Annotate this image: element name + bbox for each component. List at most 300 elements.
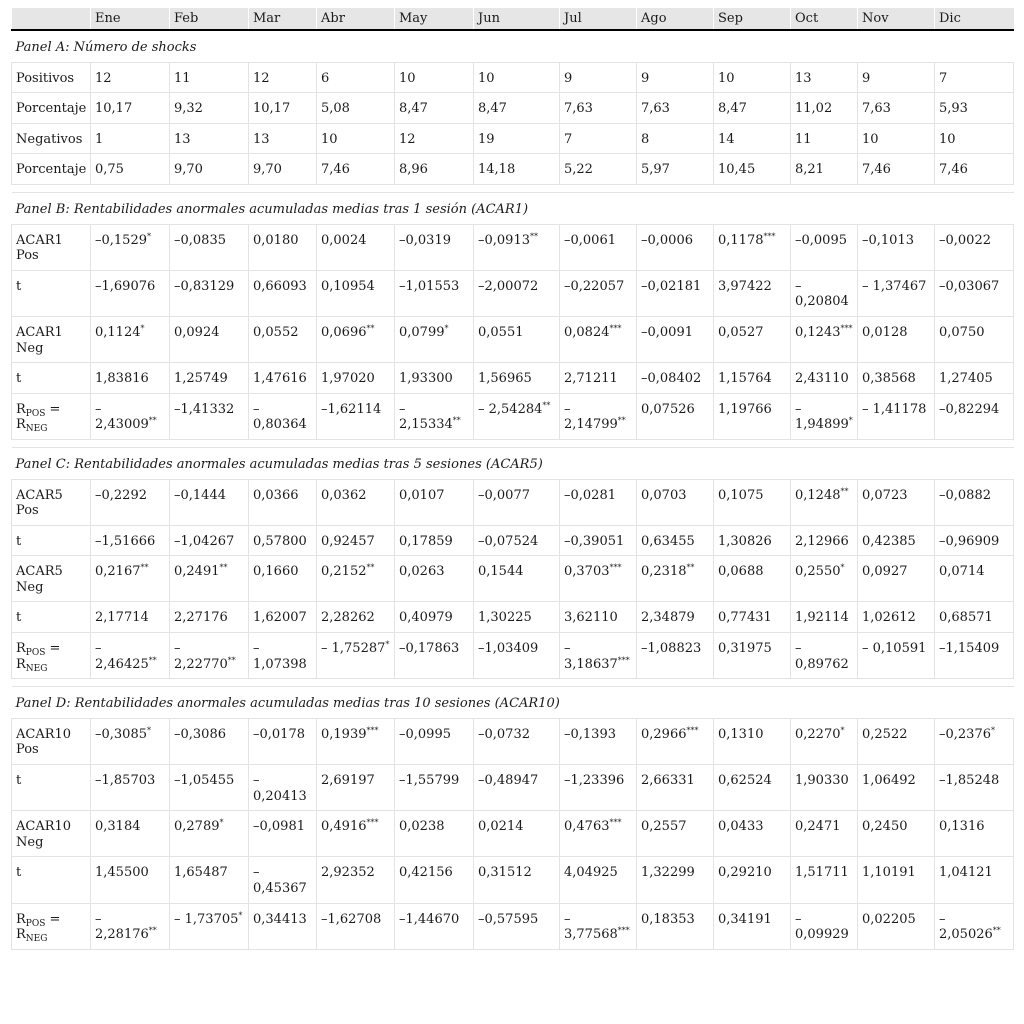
row-label: t — [12, 602, 91, 633]
data-cell: 2,92352 — [317, 857, 395, 903]
data-cell: 2,34879 — [637, 602, 714, 633]
month-header: Oct — [791, 8, 858, 30]
data-cell: 0,02205 — [858, 903, 935, 949]
data-cell: 11 — [170, 62, 249, 93]
data-cell: 1,97020 — [317, 363, 395, 394]
data-cell: 2,27176 — [170, 602, 249, 633]
data-cell: –1,08823 — [637, 633, 714, 679]
data-cell: – 2,22770** — [170, 633, 249, 679]
row-label: ACAR1 Pos — [12, 224, 91, 270]
data-cell: 0,3184 — [91, 811, 170, 857]
data-cell: 0,57800 — [249, 525, 317, 556]
significance-stars: ** — [840, 486, 849, 496]
data-cell: 0,29210 — [714, 857, 791, 903]
data-cell: –1,55799 — [395, 765, 474, 811]
data-cell: – 2,28176** — [91, 903, 170, 949]
significance-stars: * — [840, 563, 845, 573]
data-cell: –0,0095 — [791, 224, 858, 270]
data-cell: 8 — [637, 123, 714, 154]
data-cell: 1,04121 — [935, 857, 1014, 903]
results-table — [11, 8, 1014, 950]
significance-stars: * — [238, 910, 243, 920]
data-cell: 0,2491** — [170, 556, 249, 602]
data-cell: –0,0981 — [249, 811, 317, 857]
data-cell: –1,41332 — [170, 393, 249, 439]
data-cell: 1,83816 — [91, 363, 170, 394]
significance-stars: ** — [992, 926, 1001, 936]
row-label: $R_{POS} = R_{NEG}$ — [12, 393, 91, 439]
row-label: ACAR10 Pos — [12, 718, 91, 764]
data-cell: 9,70 — [249, 154, 317, 185]
data-cell: –0,0022 — [935, 224, 1014, 270]
month-header: Dic — [935, 8, 1014, 30]
panel-title: Panel C: Rentabilidades anormales acumuladas medias tras 5 sesiones (ACAR5) — [12, 447, 1014, 479]
month-header: Sep — [714, 8, 791, 30]
significance-stars: ** — [542, 400, 551, 410]
data-cell: 0,2789* — [170, 811, 249, 857]
data-cell: 0,1544 — [474, 556, 560, 602]
data-cell: 0,1316 — [935, 811, 1014, 857]
data-cell: – 2,15334** — [395, 393, 474, 439]
data-cell: 0,0750 — [935, 316, 1014, 362]
data-cell: 0,0263 — [395, 556, 474, 602]
data-cell: 0,1075 — [714, 479, 791, 525]
results-table-container — [11, 8, 1014, 950]
label-subscript: POS — [25, 918, 46, 929]
row-label: Negativos — [12, 123, 91, 154]
data-cell: –0,0077 — [474, 479, 560, 525]
data-cell: 10,45 — [714, 154, 791, 185]
significance-stars: *** — [609, 818, 622, 828]
data-cell: 14 — [714, 123, 791, 154]
table-row — [12, 123, 1014, 154]
data-cell: 9 — [637, 62, 714, 93]
label-subscript: NEG — [25, 663, 48, 674]
data-cell: 0,4916*** — [317, 811, 395, 857]
significance-stars: *** — [763, 231, 776, 241]
data-cell: 1,56965 — [474, 363, 560, 394]
data-cell: 7,63 — [858, 93, 935, 124]
table-row — [12, 602, 1014, 633]
data-cell: –1,01553 — [395, 270, 474, 316]
data-cell: 0,0107 — [395, 479, 474, 525]
table-row — [12, 903, 1014, 949]
data-cell: 1,19766 — [714, 393, 791, 439]
significance-stars: ** — [148, 655, 157, 665]
data-cell: 5,93 — [935, 93, 1014, 124]
header-row — [12, 8, 1014, 30]
data-cell: –1,69076 — [91, 270, 170, 316]
data-cell: –0,1529* — [91, 224, 170, 270]
month-header: Abr — [317, 8, 395, 30]
data-cell: – 3,18637*** — [560, 633, 637, 679]
significance-stars: * — [147, 725, 151, 735]
data-cell: –1,03409 — [474, 633, 560, 679]
data-cell: –0,0061 — [560, 224, 637, 270]
data-cell: 2,71211 — [560, 363, 637, 394]
table-row — [12, 93, 1014, 124]
panel-title-row — [12, 30, 1014, 62]
significance-stars: ** — [140, 563, 149, 573]
data-cell: – 1,73705* — [170, 903, 249, 949]
data-cell: – 1,41178 — [858, 393, 935, 439]
data-cell: 0,0714 — [935, 556, 1014, 602]
row-label: Porcentaje — [12, 93, 91, 124]
data-cell: 7,46 — [317, 154, 395, 185]
data-cell: 0,68571 — [935, 602, 1014, 633]
data-cell: 7,46 — [935, 154, 1014, 185]
data-cell: –1,23396 — [560, 765, 637, 811]
data-cell: 7 — [560, 123, 637, 154]
data-cell: 0,0723 — [858, 479, 935, 525]
data-cell: 9 — [560, 62, 637, 93]
data-cell: 0,0927 — [858, 556, 935, 602]
data-cell: 0,31975 — [714, 633, 791, 679]
data-cell: 12 — [249, 62, 317, 93]
data-cell: 0,0703 — [637, 479, 714, 525]
data-cell: 8,47 — [714, 93, 791, 124]
data-cell: 0,31512 — [474, 857, 560, 903]
data-cell: – 0,20413 — [249, 765, 317, 811]
data-cell: 0,2450 — [858, 811, 935, 857]
significance-stars: ** — [148, 926, 157, 936]
data-cell: 0,10954 — [317, 270, 395, 316]
data-cell: –2,00072 — [474, 270, 560, 316]
significance-stars: ** — [530, 231, 538, 241]
data-cell: 0,0688 — [714, 556, 791, 602]
data-cell: 0,63455 — [637, 525, 714, 556]
data-cell: – 2,05026** — [935, 903, 1014, 949]
data-cell: –1,44670 — [395, 903, 474, 949]
data-cell: 3,97422 — [714, 270, 791, 316]
data-cell: –1,15409 — [935, 633, 1014, 679]
data-cell: 0,1248** — [791, 479, 858, 525]
data-cell: 0,0552 — [249, 316, 317, 362]
spacer-cell — [12, 439, 1014, 447]
data-cell: 0,18353 — [637, 903, 714, 949]
data-cell: – 1,07398 — [249, 633, 317, 679]
data-cell: 8,47 — [395, 93, 474, 124]
data-cell: 0,42156 — [395, 857, 474, 903]
data-cell: 10 — [858, 123, 935, 154]
data-cell: 5,08 — [317, 93, 395, 124]
data-cell: 0,0696** — [317, 316, 395, 362]
data-cell: 4,04925 — [560, 857, 637, 903]
row-label: ACAR5 Pos — [12, 479, 91, 525]
data-cell: 1,30826 — [714, 525, 791, 556]
table-row — [12, 62, 1014, 93]
row-label: t — [12, 857, 91, 903]
significance-stars: *** — [609, 323, 622, 333]
data-cell: 1,90330 — [791, 765, 858, 811]
data-cell: 0,3703*** — [560, 556, 637, 602]
data-cell: 0,0824*** — [560, 316, 637, 362]
significance-stars: *** — [617, 926, 630, 936]
table-row — [12, 270, 1014, 316]
data-cell: –0,0835 — [170, 224, 249, 270]
month-header: Nov — [858, 8, 935, 30]
panel-spacer — [12, 679, 1014, 687]
row-label: t — [12, 525, 91, 556]
significance-stars: *** — [366, 818, 379, 828]
data-cell: 0,66093 — [249, 270, 317, 316]
data-cell: 9,70 — [170, 154, 249, 185]
data-cell: 11 — [791, 123, 858, 154]
data-cell: – 1,75287* — [317, 633, 395, 679]
row-label: ACAR5 Neg — [12, 556, 91, 602]
data-cell: 1 — [91, 123, 170, 154]
data-cell: – 2,54284** — [474, 393, 560, 439]
table-row — [12, 154, 1014, 185]
significance-stars: ** — [452, 416, 461, 426]
data-cell: 0,0799* — [395, 316, 474, 362]
data-cell: 11,02 — [791, 93, 858, 124]
data-cell: 0,75 — [91, 154, 170, 185]
label-subscript: POS — [25, 408, 46, 419]
data-cell: 0,0433 — [714, 811, 791, 857]
data-cell: 0,4763*** — [560, 811, 637, 857]
significance-stars: * — [147, 231, 151, 241]
data-cell: –1,05455 — [170, 765, 249, 811]
data-cell: 0,0180 — [249, 224, 317, 270]
data-cell: 1,62007 — [249, 602, 317, 633]
month-header: Jun — [474, 8, 560, 30]
data-cell: 0,17859 — [395, 525, 474, 556]
data-cell: –0,3086 — [170, 718, 249, 764]
panel-title: Panel D: Rentabilidades anormales acumuladas medias tras 10 sesiones (ACAR10) — [12, 687, 1014, 719]
data-cell: 2,66331 — [637, 765, 714, 811]
significance-stars: *** — [840, 323, 853, 333]
table-row — [12, 525, 1014, 556]
data-cell: –0,0913** — [474, 224, 560, 270]
data-cell: 0,34413 — [249, 903, 317, 949]
data-cell: 5,97 — [637, 154, 714, 185]
data-cell: –0,96909 — [935, 525, 1014, 556]
data-cell: –0,0995 — [395, 718, 474, 764]
month-header: Mar — [249, 8, 317, 30]
data-cell: 13 — [170, 123, 249, 154]
panel-title: Panel A: Número de shocks — [12, 30, 1014, 62]
data-cell: 14,18 — [474, 154, 560, 185]
data-cell: – 2,46425** — [91, 633, 170, 679]
row-label: $R_{POS} = R_{NEG}$ — [12, 633, 91, 679]
data-cell: 12 — [91, 62, 170, 93]
row-label: t — [12, 363, 91, 394]
data-cell: –0,0319 — [395, 224, 474, 270]
data-cell: 0,38568 — [858, 363, 935, 394]
data-cell: –0,2376* — [935, 718, 1014, 764]
data-cell: 0,0238 — [395, 811, 474, 857]
label-subscript: NEG — [25, 424, 48, 435]
data-cell: 1,65487 — [170, 857, 249, 903]
data-cell: 1,93300 — [395, 363, 474, 394]
data-cell: –0,1013 — [858, 224, 935, 270]
data-cell: –0,07524 — [474, 525, 560, 556]
data-cell: 0,0024 — [317, 224, 395, 270]
significance-stars: *** — [609, 563, 622, 573]
data-cell: – 3,77568*** — [560, 903, 637, 949]
spacer-cell — [12, 679, 1014, 687]
significance-stars: * — [385, 640, 390, 650]
significance-stars: * — [848, 416, 853, 426]
data-cell: 8,21 — [791, 154, 858, 185]
data-cell: 0,2152** — [317, 556, 395, 602]
data-cell: 12 — [395, 123, 474, 154]
data-cell: – 1,94899* — [791, 393, 858, 439]
data-cell: 0,1660 — [249, 556, 317, 602]
data-cell: –0,82294 — [935, 393, 1014, 439]
data-cell: 1,15764 — [714, 363, 791, 394]
data-cell: 0,1243*** — [791, 316, 858, 362]
data-cell: –0,1444 — [170, 479, 249, 525]
data-cell: 1,45500 — [91, 857, 170, 903]
panel-title-row — [12, 687, 1014, 719]
data-cell: –0,2292 — [91, 479, 170, 525]
table-row — [12, 316, 1014, 362]
data-cell: 9,32 — [170, 93, 249, 124]
data-cell: –0,39051 — [560, 525, 637, 556]
data-cell: 2,17714 — [91, 602, 170, 633]
data-cell: –0,57595 — [474, 903, 560, 949]
data-cell: 0,0128 — [858, 316, 935, 362]
table-row — [12, 556, 1014, 602]
data-cell: 0,2270* — [791, 718, 858, 764]
significance-stars: ** — [366, 323, 375, 333]
month-header: Ago — [637, 8, 714, 30]
data-cell: –0,89762 — [791, 633, 858, 679]
data-cell: 0,0527 — [714, 316, 791, 362]
data-cell: 8,96 — [395, 154, 474, 185]
data-cell: 0,77431 — [714, 602, 791, 633]
data-cell: 5,22 — [560, 154, 637, 185]
data-cell: 10,17 — [249, 93, 317, 124]
data-cell: 1,30225 — [474, 602, 560, 633]
data-cell: 0,62524 — [714, 765, 791, 811]
significance-stars: *** — [366, 725, 379, 735]
data-cell: –0,0178 — [249, 718, 317, 764]
table-row — [12, 718, 1014, 764]
significance-stars: *** — [686, 725, 699, 735]
data-cell: 0,1178*** — [714, 224, 791, 270]
data-cell: 10 — [317, 123, 395, 154]
data-cell: 0,1124* — [91, 316, 170, 362]
spacer-cell — [12, 184, 1014, 192]
data-cell: 19 — [474, 123, 560, 154]
data-cell: 0,92457 — [317, 525, 395, 556]
data-cell: –0,1393 — [560, 718, 637, 764]
month-header: May — [395, 8, 474, 30]
row-label: $R_{POS} = R_{NEG}$ — [12, 903, 91, 949]
data-cell: –0,02181 — [637, 270, 714, 316]
data-cell: –1,51666 — [91, 525, 170, 556]
data-cell: –0,3085* — [91, 718, 170, 764]
label-subscript: POS — [25, 648, 46, 659]
significance-stars: * — [991, 725, 995, 735]
table-row — [12, 811, 1014, 857]
data-cell: 0,40979 — [395, 602, 474, 633]
row-label: ACAR1 Neg — [12, 316, 91, 362]
data-cell: –0,0091 — [637, 316, 714, 362]
data-cell: – 2,14799** — [560, 393, 637, 439]
data-cell: 10 — [714, 62, 791, 93]
table-row — [12, 633, 1014, 679]
month-header: Jul — [560, 8, 637, 30]
data-cell: 0,0924 — [170, 316, 249, 362]
data-cell: 13 — [791, 62, 858, 93]
data-cell: 0,1310 — [714, 718, 791, 764]
significance-stars: *** — [617, 655, 630, 665]
row-label: t — [12, 270, 91, 316]
data-cell: –1,62708 — [317, 903, 395, 949]
data-cell: 1,02612 — [858, 602, 935, 633]
row-label: Porcentaje — [12, 154, 91, 185]
significance-stars: ** — [148, 416, 157, 426]
month-header: Feb — [170, 8, 249, 30]
significance-stars: * — [444, 323, 449, 333]
data-cell: – 0,10591 — [858, 633, 935, 679]
data-cell: –0,17863 — [395, 633, 474, 679]
data-cell: 0,2557 — [637, 811, 714, 857]
data-cell: –0,0732 — [474, 718, 560, 764]
data-cell: 7,46 — [858, 154, 935, 185]
label-subscript: NEG — [25, 934, 48, 945]
data-cell: 0,2550* — [791, 556, 858, 602]
data-cell: – 2,43009** — [91, 393, 170, 439]
data-cell: 13 — [249, 123, 317, 154]
data-cell: –1,04267 — [170, 525, 249, 556]
data-cell: –0,0006 — [637, 224, 714, 270]
data-cell: 0,2318** — [637, 556, 714, 602]
table-row — [12, 857, 1014, 903]
data-cell: –1,62114 — [317, 393, 395, 439]
data-cell: 1,51711 — [791, 857, 858, 903]
row-label: Positivos — [12, 62, 91, 93]
data-cell: 7 — [935, 62, 1014, 93]
data-cell: 0,2522 — [858, 718, 935, 764]
significance-stars: * — [140, 323, 145, 333]
data-cell: 0,2966*** — [637, 718, 714, 764]
table-row — [12, 224, 1014, 270]
data-cell: 10 — [935, 123, 1014, 154]
row-label: t — [12, 765, 91, 811]
data-cell: –0,09929 — [791, 903, 858, 949]
data-cell: 0,0214 — [474, 811, 560, 857]
data-cell: 2,43110 — [791, 363, 858, 394]
significance-stars: * — [219, 818, 224, 828]
data-cell: –0,03067 — [935, 270, 1014, 316]
data-cell: 0,2167** — [91, 556, 170, 602]
panel-spacer — [12, 439, 1014, 447]
data-cell: 2,69197 — [317, 765, 395, 811]
data-cell: 10,17 — [91, 93, 170, 124]
significance-stars: ** — [219, 563, 228, 573]
significance-stars: * — [840, 725, 845, 735]
data-cell: 3,62110 — [560, 602, 637, 633]
data-cell: 6 — [317, 62, 395, 93]
data-cell: 0,1939*** — [317, 718, 395, 764]
data-cell: 10 — [395, 62, 474, 93]
table-row — [12, 393, 1014, 439]
data-cell: 1,47616 — [249, 363, 317, 394]
data-cell: 1,06492 — [858, 765, 935, 811]
data-cell: 10 — [474, 62, 560, 93]
data-cell: –0,20804 — [791, 270, 858, 316]
data-cell: – 0,45367 — [249, 857, 317, 903]
data-cell: 2,12966 — [791, 525, 858, 556]
data-cell: 8,47 — [474, 93, 560, 124]
table-row — [12, 765, 1014, 811]
table-row — [12, 479, 1014, 525]
